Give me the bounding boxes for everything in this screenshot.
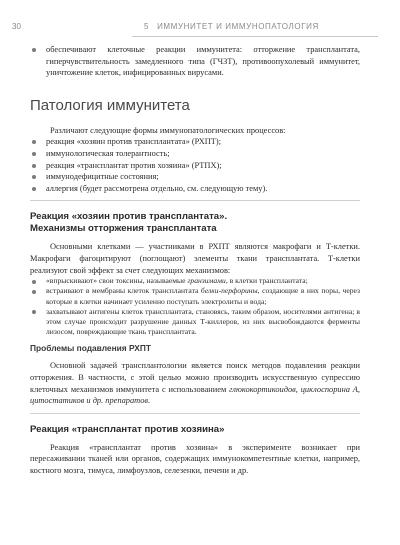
- list-item-text: реакция «трансплантат против хозяина» (РТПХ);: [46, 160, 222, 170]
- section-title-hvg: [30, 211, 360, 235]
- section-divider: [30, 200, 360, 201]
- list-item: [30, 136, 360, 148]
- list-item-text: обеспечивают клеточные реакции иммунитета: отторжение трансплантата, гиперчувствительность замедленного типа (ГЧЗТ), противоопухолевый иммунитет, уничтожение клеток, инфицированных вирусами.: [46, 45, 360, 78]
- bullet-icon: [32, 290, 36, 294]
- gvh-paragraph: Реакция «трансплантат против хозяина» в эксперименте возникает при пересаживании тканей или органов, содержащих иммунокомпетентные клетки, например, костного мозга, тимуса, лимфоузлов, селезенки, печени и др.: [30, 442, 360, 475]
- bullet-icon: [32, 140, 36, 144]
- section-title-line: Реакция «хозяин против трансплантата».: [30, 211, 228, 223]
- bullet-icon: [32, 164, 36, 168]
- mechanism-list-block: [30, 276, 360, 337]
- chapter-number: 5: [144, 22, 150, 31]
- mechanism-list: [30, 276, 360, 337]
- list-item-text: захватывают антигены клеток трансплантата, становясь, таким образом, носителями антигена; в этом случае происходит разрушение данных Т-киллеров, из них высвобождаются ферменты лизосом, повреждающие ткань трансплантата.: [46, 306, 360, 337]
- list-item-text: иммунологическая толерантность;: [46, 148, 170, 158]
- text-run: Основной задачей трансплантологии является поиск методов подавления реакции отторжения. В частности, с этой целью можно производить искусственную супрессию клеточных механизмов иммунитета с использованием: [30, 361, 360, 394]
- text-run: , в клетки трансплантата;: [225, 276, 308, 286]
- hvg-paragraph: Основными клетками — участниками в РХПТ являются макрофаги и Т-клетки. Макрофаги фагоцитируют (поглощают) элементы ткани трансплантата. Т-клетки реализуют свой эффект за счет следующих механизмов:: [30, 242, 360, 275]
- top-bullet-list: [30, 44, 360, 79]
- section-divider: [30, 413, 360, 414]
- section-intro: Различают следующие формы иммунопатологических процессов:: [50, 125, 286, 135]
- page-number: 30: [12, 22, 21, 31]
- subsection-title: Проблемы подавления РХПТ: [30, 343, 151, 354]
- text-run: «впрыскивают» свои токсины, называемые: [46, 276, 188, 286]
- running-header: [12, 22, 392, 34]
- immunopathology-list: [30, 136, 360, 194]
- chapter-header: [144, 22, 319, 31]
- bullet-icon: [32, 187, 36, 191]
- bullet-icon: [32, 310, 36, 314]
- section-title-immunopathology: Патология иммунитета: [30, 96, 190, 114]
- page-body: [30, 44, 360, 477]
- bullet-icon: [32, 280, 36, 284]
- list-item: [30, 171, 360, 183]
- text-run: .: [148, 396, 151, 406]
- emphasis-term: белки-перфорины: [200, 286, 258, 296]
- list-item-text: иммунодефицитные состояния;: [46, 172, 159, 182]
- list-item: [30, 307, 360, 338]
- list-item-text: аллергия (будет рассмотрена отдельно, см. следующую тему).: [46, 183, 268, 193]
- list-item: [30, 276, 360, 286]
- chapter-title: ИММУНИТЕТ И ИММУНОПАТОЛОГИЯ: [157, 22, 319, 31]
- list-item: [30, 148, 360, 160]
- suppression-paragraph: [30, 360, 360, 406]
- list-item-text: реакция «хозяин против трансплантата» (РХПТ);: [46, 137, 222, 147]
- list-item: [30, 183, 360, 195]
- emphasis-term: гранзимами: [187, 276, 226, 286]
- bullet-icon: [32, 152, 36, 156]
- bullet-icon: [32, 48, 36, 52]
- text-run: , создающие в них поры, через которые в клетки начинает усиленно поступать электролиты и вода;: [46, 286, 361, 306]
- list-item: [30, 160, 360, 172]
- list-item: [30, 286, 360, 306]
- section-title-line: Механизмы отторжения трансплантата: [30, 223, 217, 235]
- bullet-icon: [32, 175, 36, 179]
- text-run: встраивают в мембраны клеток трансплантата: [46, 286, 201, 296]
- section-title-gvh: Реакция «трансплантат против хозяина»: [30, 423, 225, 435]
- list-item: [30, 44, 360, 79]
- header-rule: [132, 36, 378, 37]
- emphasis-term: глюкокортикоидов, циклоспорина А, цитостатиков и др. препаратов: [30, 384, 360, 406]
